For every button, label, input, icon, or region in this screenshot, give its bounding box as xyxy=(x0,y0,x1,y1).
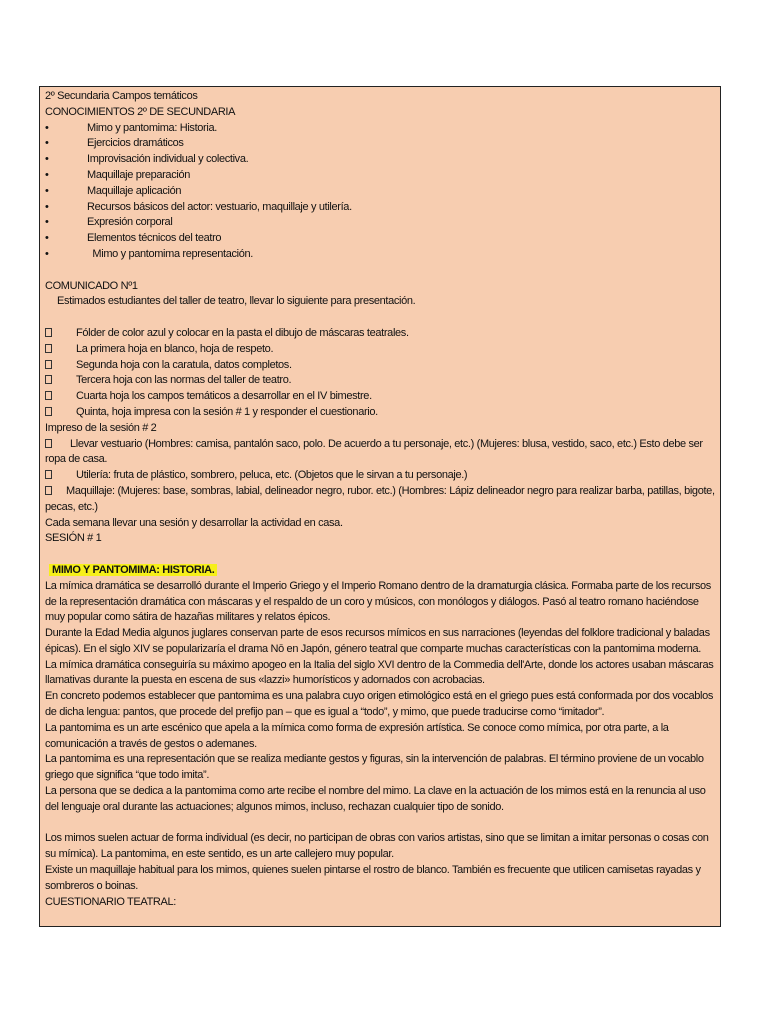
checkbox-icon xyxy=(45,486,52,495)
checkbox-icon xyxy=(45,344,52,353)
checkbox-icon xyxy=(45,360,52,369)
list-item xyxy=(45,389,715,405)
document-page xyxy=(39,86,721,927)
cuestionario-title: CUESTIONARIO TEATRAL: xyxy=(45,895,176,908)
list-item-text: Quinta, hoja impresa con la sesión # 1 y responder el cuestionario. xyxy=(76,405,378,418)
checkbox-icon xyxy=(45,328,52,337)
maquillaje-item xyxy=(45,484,715,516)
list-item-text: Maquillaje preparación xyxy=(87,168,190,181)
list-item-text: Mimo y pantomima: Historia. xyxy=(87,121,217,134)
highlighted-heading: MIMO Y PANTOMIMA: HISTORIA. xyxy=(49,564,217,576)
paragraph: Los mimos suelen actuar de forma individual (es decir, no participan de obras con varios artistas, sino que se limitan a imitar personas o cosas con su mímica). La pantomima, en este sentido, es un arte callejero muy popular. xyxy=(45,832,709,861)
list-item-text: Improvisación individual y colectiva. xyxy=(87,153,249,166)
cada-semana-line: Cada semana llevar una sesión y desarrollar la actividad en casa. xyxy=(45,516,343,529)
list-item-text: Segunda hoja con la caratula, datos completos. xyxy=(76,358,292,371)
list-item-text: Tercera hoja con las normas del taller de teatro. xyxy=(76,374,292,387)
list-item-text: Maquillaje aplicación xyxy=(87,184,182,197)
paragraph: La persona que se dedica a la pantomima como arte recibe el nombre del mimo. La clave en la actuación de los mimos está en la renuncia al uso del lenguaje oral durante las actuaciones; algunos mimos, incluso, rechazan cualquier tipo de sonido. xyxy=(45,785,706,813)
list-item xyxy=(45,247,715,263)
list-item-text: Mimo y pantomima representación. xyxy=(87,247,254,260)
list-item xyxy=(45,326,715,342)
spacer xyxy=(45,816,715,832)
header-line-1: 2º Secundaria Campos temáticos xyxy=(45,90,198,102)
list-item xyxy=(45,215,715,231)
list-item xyxy=(45,358,715,374)
vestuario-text: Llevar vestuario (Hombres: camisa, pantalón saco, polo. De acuerdo a tu personaje, etc.) (Mujeres: blusa, vestido, saco, etc.) Esto debe ser ropa de casa. xyxy=(45,437,703,466)
list-item xyxy=(45,231,715,247)
utileria-item xyxy=(45,468,715,484)
section-heading xyxy=(45,563,715,579)
bullet-icon: • xyxy=(45,232,49,245)
impreso-line: Impreso de la sesión # 2 xyxy=(45,421,157,434)
bullet-icon: • xyxy=(45,168,49,181)
bullet-icon: • xyxy=(45,137,49,150)
list-item xyxy=(45,405,715,421)
list-item xyxy=(45,184,715,200)
list-item xyxy=(45,136,715,152)
list-item-text: Expresión corporal xyxy=(87,216,173,229)
checkbox-icon xyxy=(45,470,52,479)
spacer xyxy=(45,263,715,279)
vestuario-item xyxy=(45,437,715,469)
paragraph: La mímica dramática conseguiría su máximo apogeo en la Italia del siglo XVI dentro de la Commedia dell'Arte, donde los actores usaban máscaras llamativas durante la puesta en escena de sus «lazzi» humorísticos y adornados con acrobacias. xyxy=(45,658,714,687)
checkbox-icon xyxy=(45,439,52,448)
bullet-icon: • xyxy=(45,121,49,134)
list-item-text: Cuarta hoja los campos temáticos a desarrollar en el IV bimestre. xyxy=(76,390,372,403)
bullet-icon: • xyxy=(45,247,49,260)
paragraph: La pantomima es un arte escénico que apela a la mímica como forma de expresión artística. Se conoce como mímica, por otra parte, a la comunicación a través de gestos o ademanes. xyxy=(45,721,669,750)
paragraph: La pantomima es una representación que se realiza mediante gestos y figuras, sin la intervención de palabras. El término proviene de un vocablo griego que significa “que todo imita”. xyxy=(45,753,704,782)
checkbox-icon xyxy=(45,391,52,400)
bullet-icon: • xyxy=(45,153,49,166)
bullet-icon: • xyxy=(45,200,49,213)
list-item xyxy=(45,121,715,137)
topics-list xyxy=(45,121,715,263)
paragraph: Durante la Edad Media algunos juglares conservan parte de esos recursos mímicos en sus narraciones (leyendas del folklore tradicional y baladas épicas). En el siglo XIV se popularizaría el drama Nō en Japón, género teatral que comparte muchas características con la pantomima moderna. xyxy=(45,627,710,655)
checkbox-icon xyxy=(45,375,52,384)
historia-body xyxy=(45,579,715,816)
spacer xyxy=(45,547,715,563)
sesion-title: SESIÓN # 1 xyxy=(45,532,102,545)
maquillaje-text: Maquillaje: (Mujeres: base, sombras, labial, delineador negro, rubor. etc.) (Hombres: Lápiz delineador negro para realizar barba, patillas, bigote, pecas, etc.) xyxy=(45,484,715,513)
checkbox-icon xyxy=(45,407,52,416)
paragraph: La mímica dramática se desarrolló durante el Imperio Griego y el Imperio Romano dentro de la dramaturgia clásica. Formaba parte de los recursos de la representación dramática con máscaras y el respaldo de un coro y músicos, con monólogos y diálogos. Pasó al teatro romano haciéndose muy popular como sátira de hazañas militares y relatos épicos. xyxy=(45,579,711,624)
list-item xyxy=(45,152,715,168)
utileria-text: Utilería: fruta de plástico, sombrero, peluca, etc. (Objetos que le sirvan a tu personaje.) xyxy=(76,469,468,482)
list-item-text: Recursos básicos del actor: vestuario, maquillaje y utilería. xyxy=(87,200,352,213)
paragraph: En concreto podemos establecer que pantomima es una palabra cuyo origen etimológico está en el griego pues está conformada por dos vocablos de dicha lengua: pantos, que procede del prefijo pan – que es igual a “todo”, y mimo, que puede traducirse como “imitador”. xyxy=(45,690,714,719)
comunicado-intro: Estimados estudiantes del taller de teatro, llevar lo siguiente para presentación. xyxy=(57,295,416,308)
spacer xyxy=(45,310,715,326)
list-item-text: Elementos técnicos del teatro xyxy=(87,232,222,245)
list-item-text: Fólder de color azul y colocar en la pasta el dibujo de máscaras teatrales. xyxy=(76,326,409,339)
bullet-icon: • xyxy=(45,184,49,197)
list-item-text: Ejercicios dramáticos xyxy=(87,137,184,150)
list-item xyxy=(45,373,715,389)
bullet-icon: • xyxy=(45,216,49,229)
paragraph: Existe un maquillaje habitual para los mimos, quienes suelen pintarse el rostro de blanco. También es frecuente que utilicen camisetas rayadas y sombreros o boinas. xyxy=(45,864,701,892)
list-item xyxy=(45,200,715,216)
historia-body-2 xyxy=(45,831,715,894)
list-item xyxy=(45,342,715,358)
list-item xyxy=(45,168,715,184)
list-item-text: La primera hoja en blanco, hoja de respeto. xyxy=(76,342,274,355)
header-line-2: CONOCIMIENTOS 2º DE SECUNDARIA xyxy=(45,105,236,118)
comunicado-title: COMUNICADO Nº1 xyxy=(45,279,138,292)
checklist xyxy=(45,326,715,421)
